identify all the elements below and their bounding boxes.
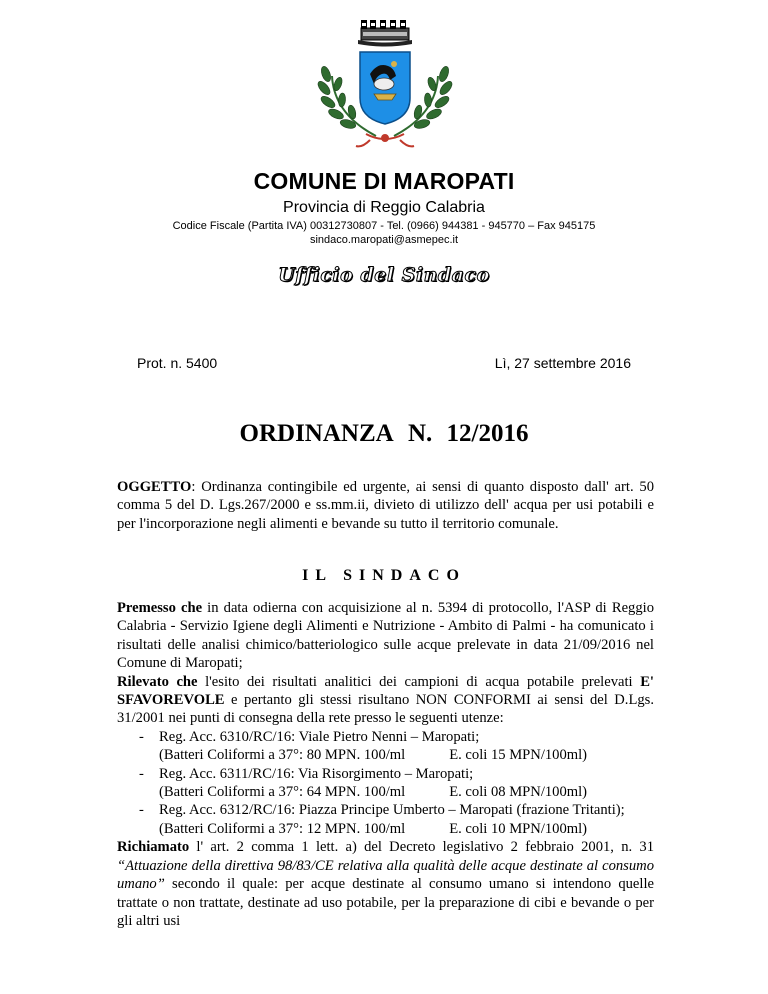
sample-coliformi: (Batteri Coliformi a 37°: 12 MPN. 100/ml — [159, 820, 406, 837]
richiamato-paragraph — [117, 838, 654, 930]
sample-coliformi: (Batteri Coliformi a 37°: 80 MPN. 100/ml — [159, 747, 406, 764]
premesso-label: Premesso che — [117, 600, 203, 616]
directive-title: “Attuazione della direttiva 98/83/CE relativa alla qualità delle acque destinate al consumo umano” — [117, 857, 654, 893]
crown-icon — [358, 20, 412, 47]
richiamato-text-continued: secondo il quale: per acque destinate al consumo umano si intendono quelle trattate o non trattate, destinate ad uso potabile, per la preparazione di cibi e bevande o per gli altri usi — [117, 876, 654, 929]
subject-paragraph — [117, 478, 654, 533]
mayor-heading: IL SINDACO — [302, 567, 466, 584]
ribbon-icon — [356, 134, 414, 146]
rilevato-label: Rilevato che — [117, 673, 198, 690]
rilevato-text-continued: e pertanto gli stessi risultano NON CONFORMI ai sensi del D.Lgs. 31/2001 nei punti di consegna della rete presso le seguenti utenze: — [117, 692, 654, 727]
shield-icon — [360, 52, 410, 124]
email-address: sindaco.maropati@asmepec.it — [309, 234, 459, 246]
list-item — [117, 765, 654, 802]
rilevato-paragraph — [117, 673, 654, 728]
ordinance-word: ORDINANZA — [239, 420, 394, 447]
ordinance-heading — [0, 420, 768, 448]
list-dash: - — [139, 728, 144, 745]
premesso-text: in data odierna con acquisizione al n. 5394 di protocollo, l'ASP di Reggio Calabria - Servizio Igiene degli Alimenti e Nutrizione - Ambito di Palmi - ha comunicato i risultati delle analisi chimico/batteriologico sulle acque prelevate in data 21/09/2016 nel Comune di Maropati; — [117, 600, 654, 672]
contact-line: Codice Fiscale (Partita IVA) 00312730807 - Tel. (0966) 944381 - 945770 – Fax 945175 — [172, 220, 596, 232]
sample-location: Reg. Acc. 6312/RC/16: Piazza Principe Umberto – Maropati (frazione Tritanti); — [159, 802, 625, 819]
rilevato-text: l'esito dei risultati analitici dei campioni di acqua potabile prelevati — [197, 673, 641, 690]
premesso-paragraph — [117, 599, 654, 673]
sample-ecoli: E. coli 15 MPN/100ml) — [449, 747, 588, 764]
sample-coliformi: (Batteri Coliformi a 37°: 64 MPN. 100/ml — [159, 784, 406, 801]
sample-ecoli: E. coli 08 MPN/100ml) — [449, 784, 588, 801]
sample-location: Reg. Acc. 6311/RC/16: Via Risorgimento – Maropati; — [159, 765, 474, 782]
rilevato-outcome: E' SFAVOREVOLE — [117, 673, 654, 709]
municipal-coat-of-arms-icon — [304, 14, 466, 152]
list-dash: - — [139, 765, 144, 782]
list-item — [117, 801, 654, 838]
ordinance-n: N. — [407, 420, 433, 447]
protocol-number: Prot. n. 5400 — [137, 355, 218, 371]
list-item — [117, 728, 654, 765]
document-date: Lì, 27 settembre 2016 — [494, 355, 631, 371]
province-name: Provincia di Reggio Calabria — [283, 199, 485, 216]
subject-text: : Ordinanza contingibile ed urgente, ai sensi di quanto disposto dall' art. 50 comma 5 del D. Lgs.267/2000 e ss.mm.ii, divieto di utilizzo dell' acqua per usi potabili e per l'incorporazione negli alimenti e bevande su tutto il territorio comunale. — [117, 479, 654, 532]
sample-list — [117, 728, 654, 838]
ordinance-number: 12/2016 — [446, 420, 529, 447]
office-heading: Ufficio del Sindaco — [278, 264, 490, 286]
sample-location: Reg. Acc. 6310/RC/16: Viale Pietro Nenni – Maropati; — [159, 728, 480, 745]
subject-label: OGGETTO — [117, 479, 192, 495]
list-dash: - — [139, 802, 144, 819]
municipality-title: COMUNE DI MAROPATI — [253, 168, 515, 194]
ordinance-body — [117, 599, 654, 930]
contact-info — [0, 219, 768, 247]
richiamato-label: Richiamato — [117, 839, 190, 856]
sample-ecoli: E. coli 10 MPN/100ml) — [449, 820, 588, 837]
richiamato-text: l' art. 2 comma 1 lett. a) del Decreto legislativo 2 febbraio 2001, n. 31 — [189, 839, 654, 856]
